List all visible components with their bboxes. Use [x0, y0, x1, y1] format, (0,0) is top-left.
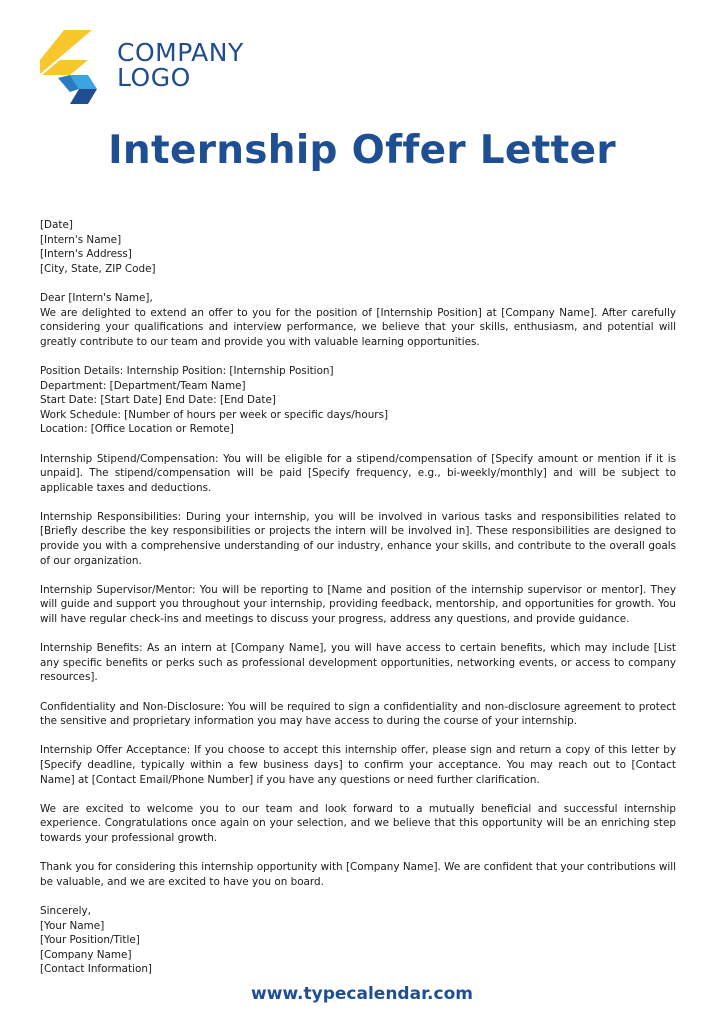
- responsibilities-paragraph: Internship Responsibilities: During your internship, you will be involved in various tasks and responsibilities related to [Briefly describe the key responsibilities or projects the intern will be involved in]. These responsibilities are designed to provide you with a comprehensive understanding of our industry, enhance your skills, and contribute to the overall goals of our organization.: [40, 510, 676, 567]
- sender-name-line: [Your Name]: [40, 919, 105, 932]
- footer-url: www.typecalendar.com: [251, 984, 473, 1004]
- location-line: Location: [Office Location or Remote]: [40, 423, 234, 436]
- greeting: Dear [Intern's Name],: [40, 291, 153, 304]
- thank-you-paragraph: Thank you for considering this internship opportunity with [Company Name]. We are confident that your contributions will be valuable, and we are excited to have you on board.: [40, 861, 676, 888]
- welcome-paragraph: We are excited to welcome you to our team and look forward to a mutually beneficial and successful internship experience. Congratulations once again on your selection, and we believe that this opportunity will be an enriching step towards your professional growth.: [40, 802, 676, 844]
- position-line: Position Details: Internship Position: [Internship Position]: [40, 364, 334, 377]
- company-logo: [40, 30, 270, 105]
- intern-address-line: [Intern's Address]: [40, 248, 132, 261]
- logo-line-2: LOGO: [117, 63, 191, 92]
- department-line: Department: [Department/Team Name]: [40, 379, 246, 392]
- sender-title-line: [Your Position/Title]: [40, 934, 140, 947]
- dates-line: Start Date: [Start Date] End Date: [End Date]: [40, 394, 276, 407]
- benefits-paragraph: Internship Benefits: As an intern at [Company Name], you will have access to certain benefits, which may include [List any specific benefits or perks such as professional development opportunities, networking events, or access to company resources].: [40, 642, 676, 684]
- schedule-line: Work Schedule: [Number of hours per week or specific days/hours]: [40, 408, 389, 421]
- letter-body: [40, 218, 676, 977]
- stipend-paragraph: Internship Stipend/Compensation: You will be eligible for a stipend/compensation of [Specify amount or mention if it is unpaid]. The stipend/compensation will be paid [Specify frequency, e.g., bi-weekly/monthly] and will be subject to applicable taxes and deductions.: [40, 452, 676, 494]
- intern-name-line: [Intern's Name]: [40, 233, 122, 246]
- logo-mark-icon: [40, 30, 100, 105]
- signature-block: [40, 904, 676, 977]
- company-name-line: [Company Name]: [40, 948, 132, 961]
- contact-info-line: [Contact Information]: [40, 963, 152, 976]
- date-line: [Date]: [40, 219, 73, 231]
- intro-paragraph: We are delighted to extend an offer to you for the position of [Internship Position] at [Company Name]. After carefully considering your qualifications and interview performance, we believe that your skills, enthusiasm, and potential will greatly contribute to our team and provide you with valuable learning opportunities.: [40, 306, 676, 348]
- acceptance-paragraph: Internship Offer Acceptance: If you choose to accept this internship offer, please sign and return a copy of this letter by [Specify deadline, typically within a few business days] to confirm your acceptance. You may reach out to [Contact Name] at [Contact Email/Phone Number] if you have any questions or need further clarification.: [40, 744, 676, 786]
- logo-line-1: COMPANY: [117, 38, 244, 67]
- supervisor-paragraph: Internship Supervisor/Mentor: You will be reporting to [Name and position of the internship supervisor or mentor]. They will guide and support you throughout your internship, providing feedback, mentorship, and opportunities for growth. You will have regular check-ins and meetings to discuss your progress, address any questions, and provide guidance.: [40, 583, 676, 626]
- position-details: [40, 364, 676, 437]
- closing-line: Sincerely,: [40, 904, 91, 917]
- recipient-block: [40, 218, 676, 276]
- logo-text: [117, 40, 244, 90]
- page-title: Internship Offer Letter: [108, 128, 616, 173]
- city-state-zip-line: [City, State, ZIP Code]: [40, 262, 156, 275]
- confidentiality-paragraph: Confidentiality and Non-Disclosure: You will be required to sign a confidentiality and non-disclosure agreement to protect the sensitive and proprietary information you may have access to during the course of your internship.: [40, 700, 676, 728]
- intro-block: [40, 291, 676, 349]
